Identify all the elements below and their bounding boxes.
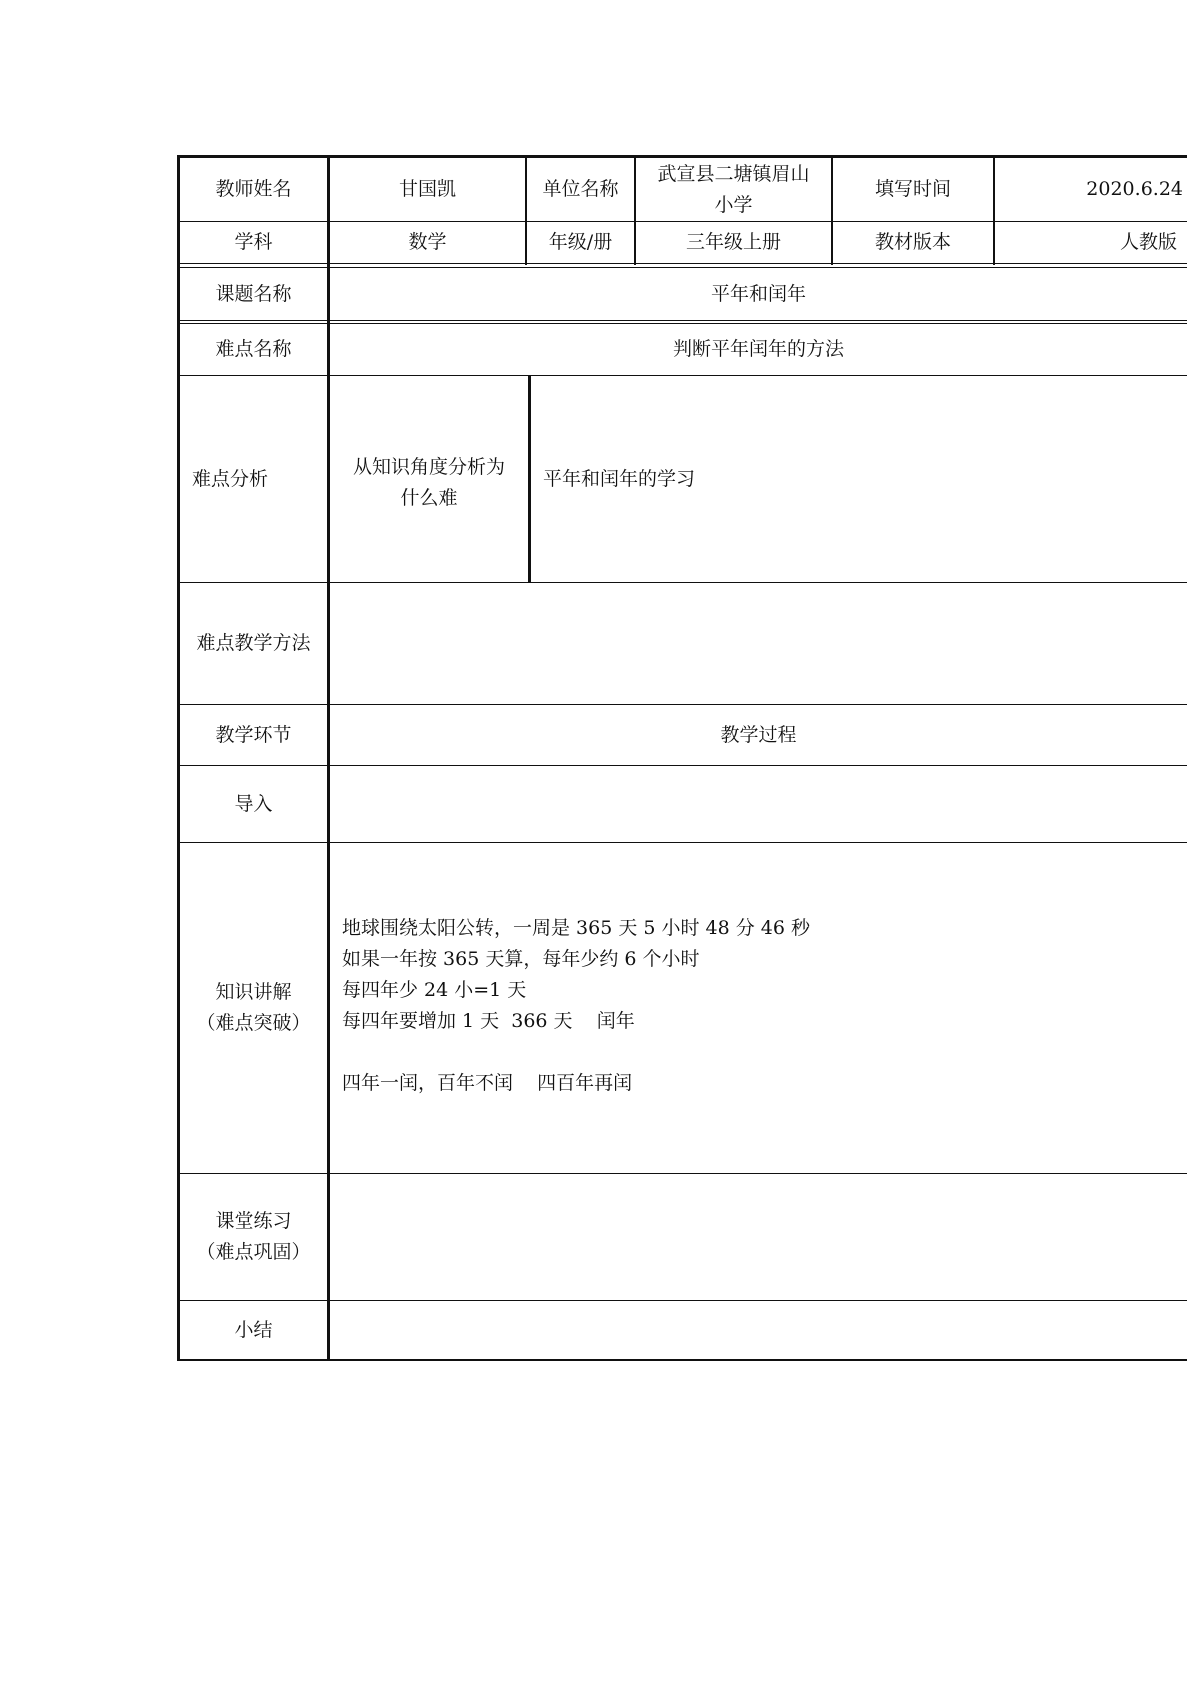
practice-label xyxy=(180,1174,327,1300)
knowledge-content xyxy=(330,843,1187,1173)
grade-volume-value: 三年级上册 xyxy=(685,231,781,253)
knowledge-line: 地球围绕太阳公转，一周是 365 天 5 小时 48 分 46 秒 xyxy=(342,917,811,939)
teaching-process-label: 教学过程 xyxy=(720,723,797,746)
teaching-method-value xyxy=(330,583,1187,704)
knowledge-line: 每四年少 24 小=1 天 xyxy=(342,979,527,1001)
knowledge-line: 每四年要增加 1 天 366 天 闰年 xyxy=(342,1010,635,1032)
difficulty-analysis-label: 难点分析 xyxy=(192,467,269,490)
summary-label: 小结 xyxy=(234,1318,273,1341)
knowledge-line: 如果一年按 365 天算，每年少约 6 个小时 xyxy=(342,948,700,970)
topic-value: 平年和闰年 xyxy=(710,282,806,305)
fill-date-value: 2020.6.24 xyxy=(1086,178,1183,200)
knowledge-line: 四年一闰，百年不闰 四百年再闰 xyxy=(342,1072,633,1094)
knowledge-label-line-1: 知识讲解 xyxy=(215,981,292,1003)
difficulty-analysis-value: 平年和闰年的学习 xyxy=(543,467,696,490)
textbook-edition-label: 教材版本 xyxy=(874,231,951,253)
practice-label-line-1: 课堂练习 xyxy=(215,1210,292,1232)
unit-name-value xyxy=(636,158,831,221)
analysis-subheading-line-1: 从知识角度分析为 xyxy=(352,456,505,478)
subject-label: 学科 xyxy=(234,231,273,253)
table-row-divider xyxy=(177,320,1187,321)
unit-name-line-1: 武宣县二塘镇眉山 xyxy=(657,162,810,185)
unit-name-label: 单位名称 xyxy=(542,178,619,200)
difficulty-name-label: 难点名称 xyxy=(215,338,292,360)
table-row-divider xyxy=(177,263,1187,264)
textbook-edition-value: 人教版 xyxy=(1119,231,1177,253)
subject-value: 数学 xyxy=(408,231,447,253)
difficulty-name-value: 判断平年闰年的方法 xyxy=(672,338,844,360)
intro-label: 导入 xyxy=(234,792,273,815)
analysis-subheading xyxy=(330,376,528,582)
knowledge-label-line-2: （难点突破） xyxy=(196,1012,311,1034)
teaching-method-label: 难点教学方法 xyxy=(196,632,311,654)
topic-label: 课题名称 xyxy=(215,282,292,305)
fill-date-label: 填写时间 xyxy=(874,178,951,200)
teacher-name-label: 教师姓名 xyxy=(215,178,292,200)
intro-value xyxy=(330,766,1187,842)
practice-label-line-2: （难点巩固） xyxy=(196,1241,311,1263)
unit-name-line-2: 小学 xyxy=(714,193,753,216)
grade-volume-label: 年级/册 xyxy=(548,231,613,253)
teaching-stage-label: 教学环节 xyxy=(215,723,292,746)
summary-value xyxy=(330,1301,1187,1359)
table-border-bottom xyxy=(177,1359,1187,1361)
analysis-subheading-line-2: 什么难 xyxy=(400,487,458,509)
knowledge-label xyxy=(180,843,327,1173)
teacher-name-value: 甘国凯 xyxy=(398,178,456,200)
practice-value xyxy=(330,1174,1187,1300)
